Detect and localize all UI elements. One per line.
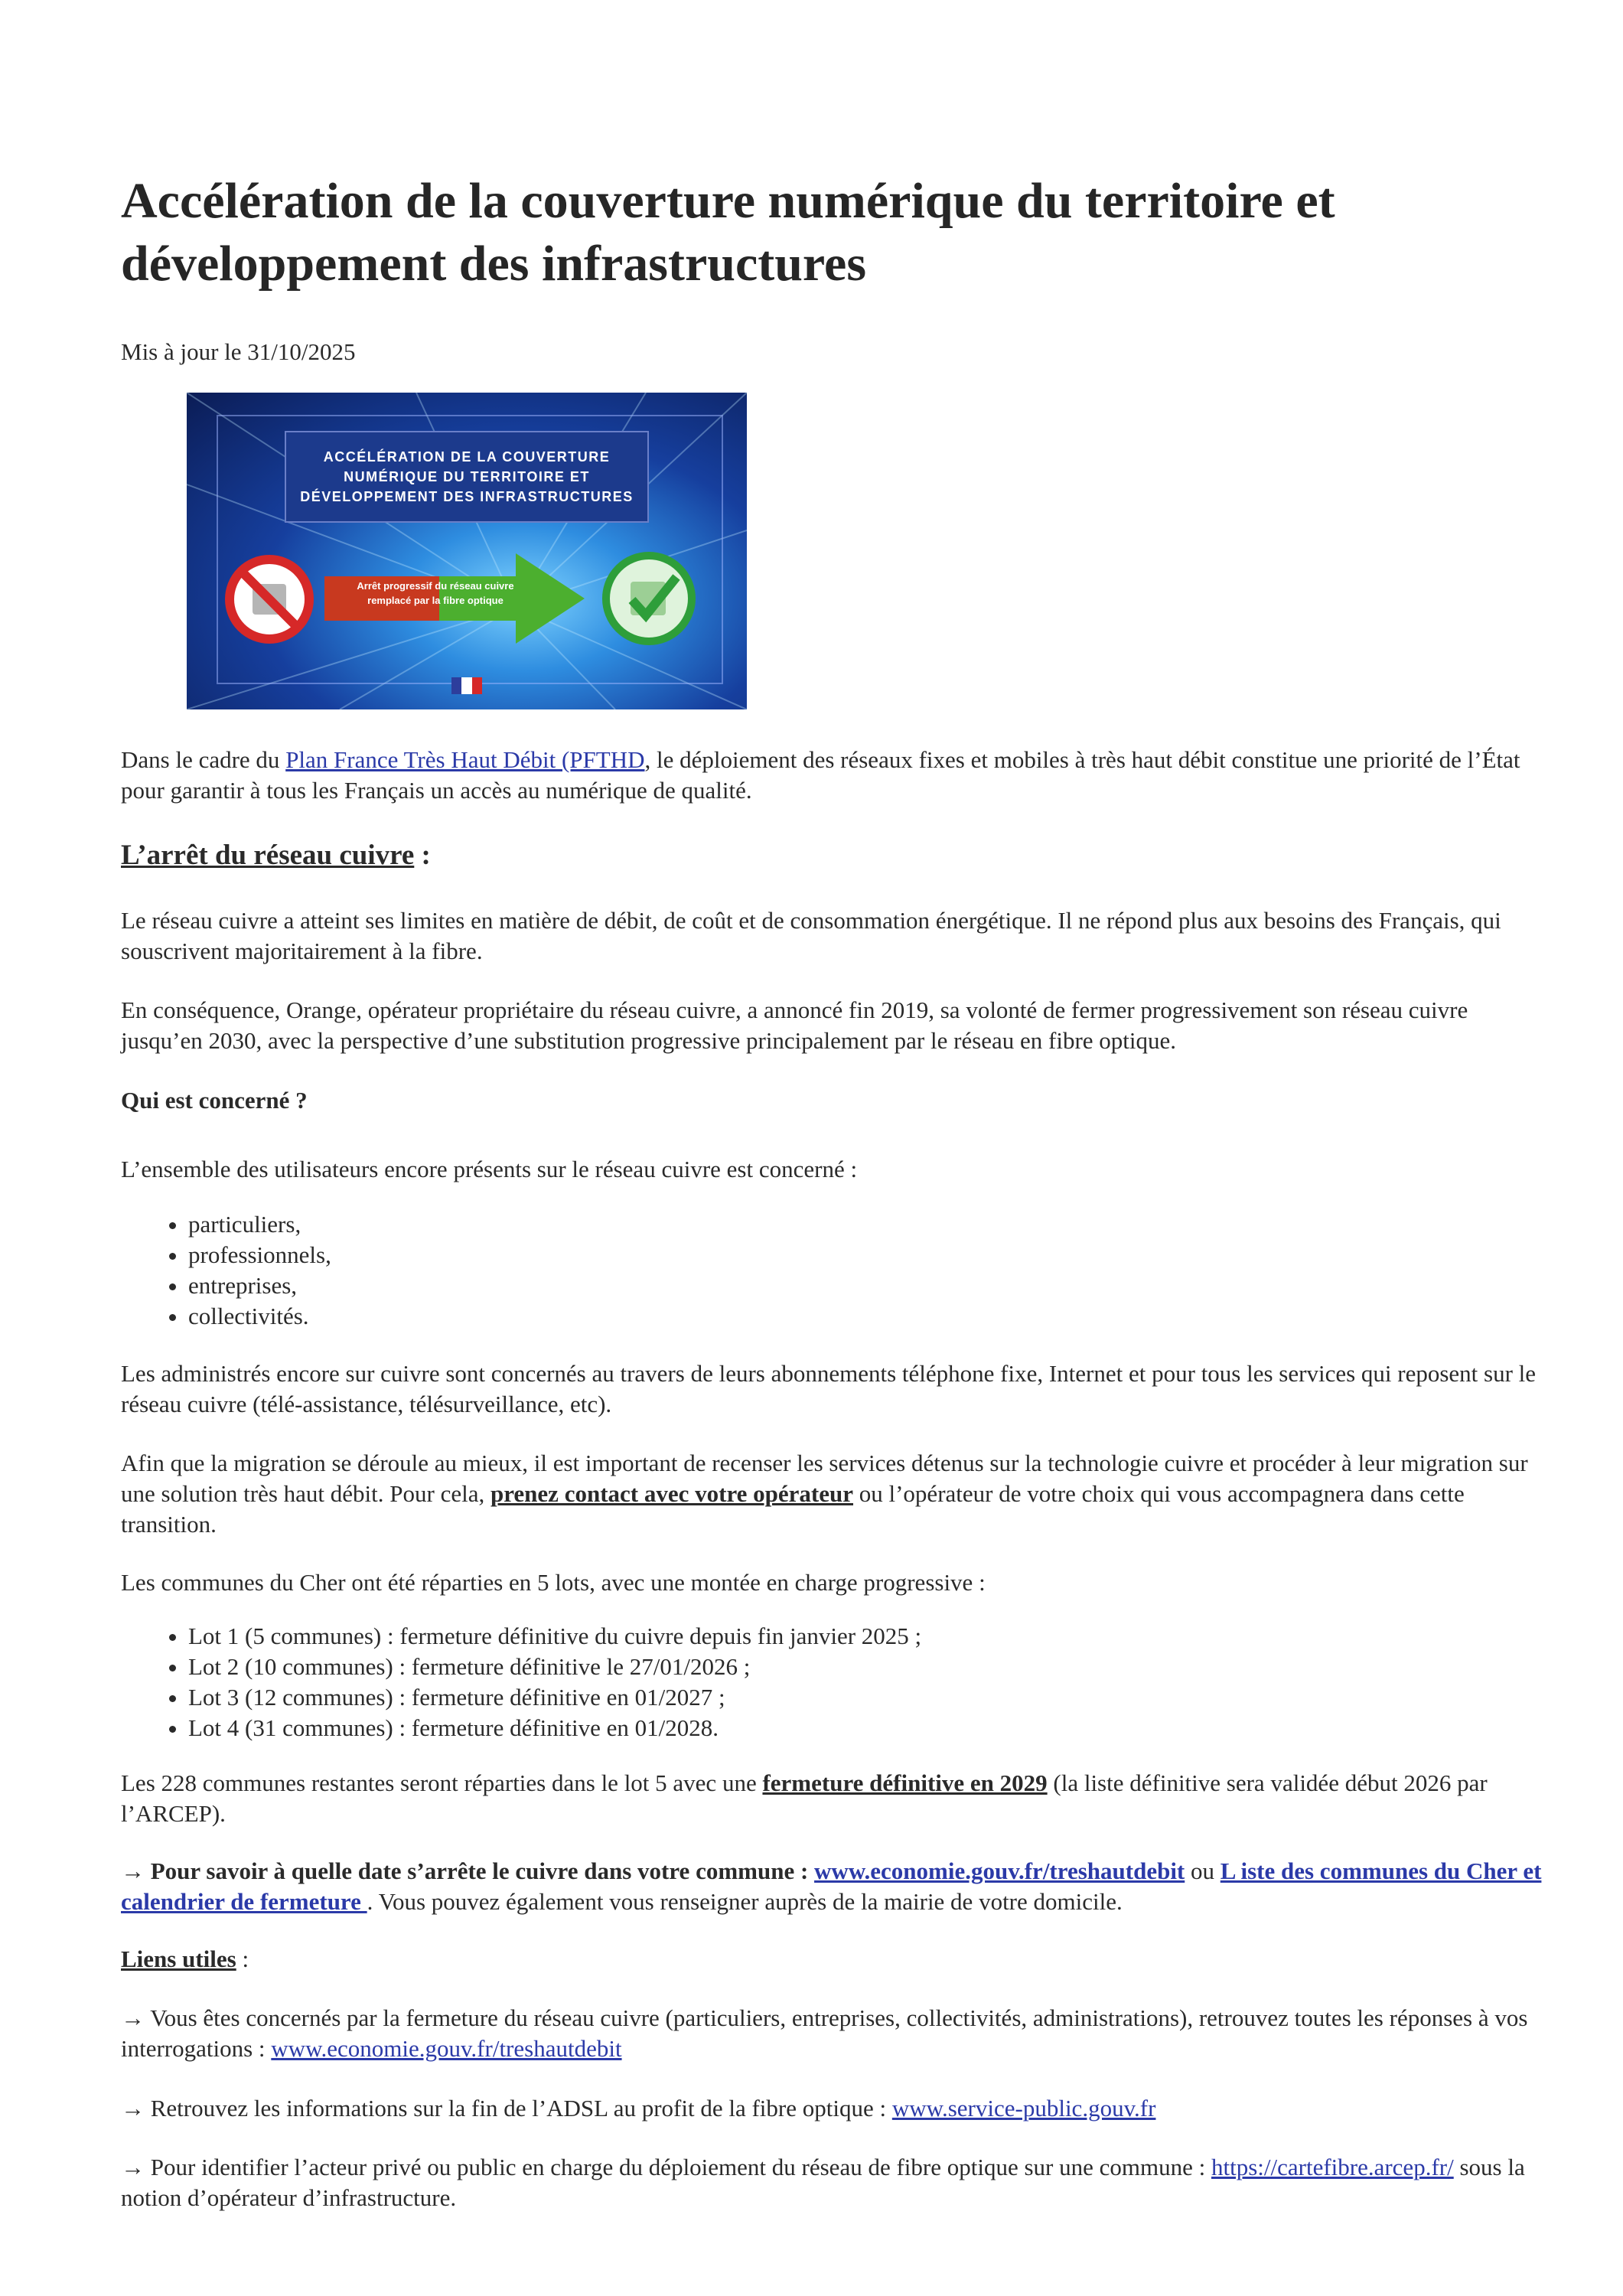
heading-concerned: Qui est concerné ? [121,1087,308,1114]
paragraph-concerned-intro: L’ensemble des utilisateurs encore présents sur le réseau cuivre est concerné : [121,1156,858,1182]
paragraph-administres: Les administrés encore sur cuivre sont concernés au travers de leurs abonnements téléphone fixe, Internet et pour tous les services qui reposent sur le réseau cuivre (télé-assistance, télésurveillance, etc). [121,1360,1537,1417]
list-item: • Lot 2 (10 communes) : fermeture définitive le 27/01/2026 ; [188,1652,1566,1682]
banner-heading: ACCÉLÉRATION DE LA COUVERTURE NUMÉRIQUE DU TERRITOIRE ET DÉVELOPPEMENT DES INFRASTRUCTURES [285,431,649,523]
paragraph-migration: Afin que la migration se déroule au mieux, il est important de recenser les services détenus sur la technologie cuivre et procéder à leur migration sur une solution très haut débit. Pour cela, prenez contact avec votre opérateur ou l’opérateur de votre choix qui vous accompagnera dans cette transition. [121,1450,1528,1538]
intro-paragraph: Dans le cadre du Plan France Très Haut Débit (PFTHD, le déploiement des réseaux fixes et mobiles à très haut débit constitue une priorité de l’État pour garantir à tous les Français un accès au numérique de qualité. [121,746,1520,804]
contact-operator-emphasis: prenez contact avec votre opérateur [490,1480,853,1507]
lots-list [121,1621,1566,1743]
list-item: • entreprises, [188,1270,1566,1301]
list-item: • particuliers, [188,1209,1566,1240]
copper-prohibited-icon [223,553,315,645]
cartefibre-link[interactable]: https://cartefibre.arcep.fr/ [1211,2154,1454,2180]
economie-link[interactable]: www.economie.gouv.fr/treshautdebit [814,1857,1185,1884]
paragraph-lots-intro: Les communes du Cher ont été réparties en 5 lots, avec une montée en charge progressive : [121,1569,986,1596]
useful-link-1: → Vous êtes concernés par la fermeture du réseau cuivre (particuliers, entreprises, collectivités, administrations), retrouvez toutes les réponses à vos interrogations : www.economie.gouv.fr/treshautdebit [121,2004,1528,2062]
list-item: • Lot 1 (5 communes) : fermeture définitive du cuivre depuis fin janvier 2025 ; [188,1621,1566,1652]
economie-link-2[interactable]: www.economie.gouv.fr/treshautdebit [271,2035,622,2062]
communes-list-link[interactable]: L iste des communes du Cher et calendrier de fermeture [121,1857,1542,1915]
banner-image [187,393,747,709]
useful-link-2: → Retrouvez les informations sur la fin de l’ADSL au profit de la fibre optique : www.service-public.gouv.fr [121,2095,1156,2122]
banner-arrow-text: Arrêt progressif du réseau cuivre remplacé par la fibre optique [357,580,514,606]
concerned-list [121,1209,1566,1332]
heading-useful-links: Liens utiles : [121,1945,249,1972]
list-item: • Lot 3 (12 communes) : fermeture définitive en 01/2027 ; [188,1682,1566,1713]
paragraph-limits: Le réseau cuivre a atteint ses limites en matière de débit, de coût et de consommation énergétique. Il ne répond plus aux besoins des Français, qui souscrivent majoritairement à la fibre. [121,907,1501,964]
fiber-check-icon [600,550,698,647]
paragraph-orange: En conséquence, Orange, opérateur propriétaire du réseau cuivre, a annoncé fin 2019, sa volonté de fermer progressivement son réseau cuivre jusqu’en 2030, avec la perspective d’une substitution progressive principalement par le réseau en fibre optique. [121,996,1468,1054]
paragraph-remaining: Les 228 communes restantes seront réparties dans le lot 5 avec une fermeture définitive en 2029 (la liste définitive sera validée début 2026 par l’ARCEP). [121,1769,1488,1827]
useful-link-3: → Pour identifier l’acteur privé ou public en charge du déploiement du réseau de fibre optique sur une commune : https://cartefibre.arcep.fr/ sous la notion d’opérateur d’infrastructure. [121,2154,1525,2211]
updated-date: Mis à jour le 31/10/2025 [121,338,356,365]
section-heading-copper: L’arrêt du réseau cuivre : [121,840,431,871]
list-item: • collectivités. [188,1301,1566,1332]
pfthd-link[interactable]: Plan France Très Haut Débit (PFTHD [285,746,645,773]
list-item: • professionnels, [188,1240,1566,1270]
final-closure-emphasis: fermeture définitive en 2029 [762,1769,1048,1796]
page-title: Accélération de la couverture numérique du territoire et développement des infrastructures [121,173,1335,292]
list-item: • Lot 4 (31 communes) : fermeture définitive en 01/2028. [188,1713,1566,1743]
service-public-link[interactable]: www.service-public.gouv.fr [891,2095,1156,2122]
republic-logo-icon [451,677,482,694]
paragraph-closure-date: → Pour savoir à quelle date s’arrête le cuivre dans votre commune : www.economie.gouv.fr/treshautdebit ou L iste des communes du Cher et calendrier de fermeture . Vous pouvez également vous renseigner auprès de la mairie de votre domicile. [121,1857,1542,1915]
